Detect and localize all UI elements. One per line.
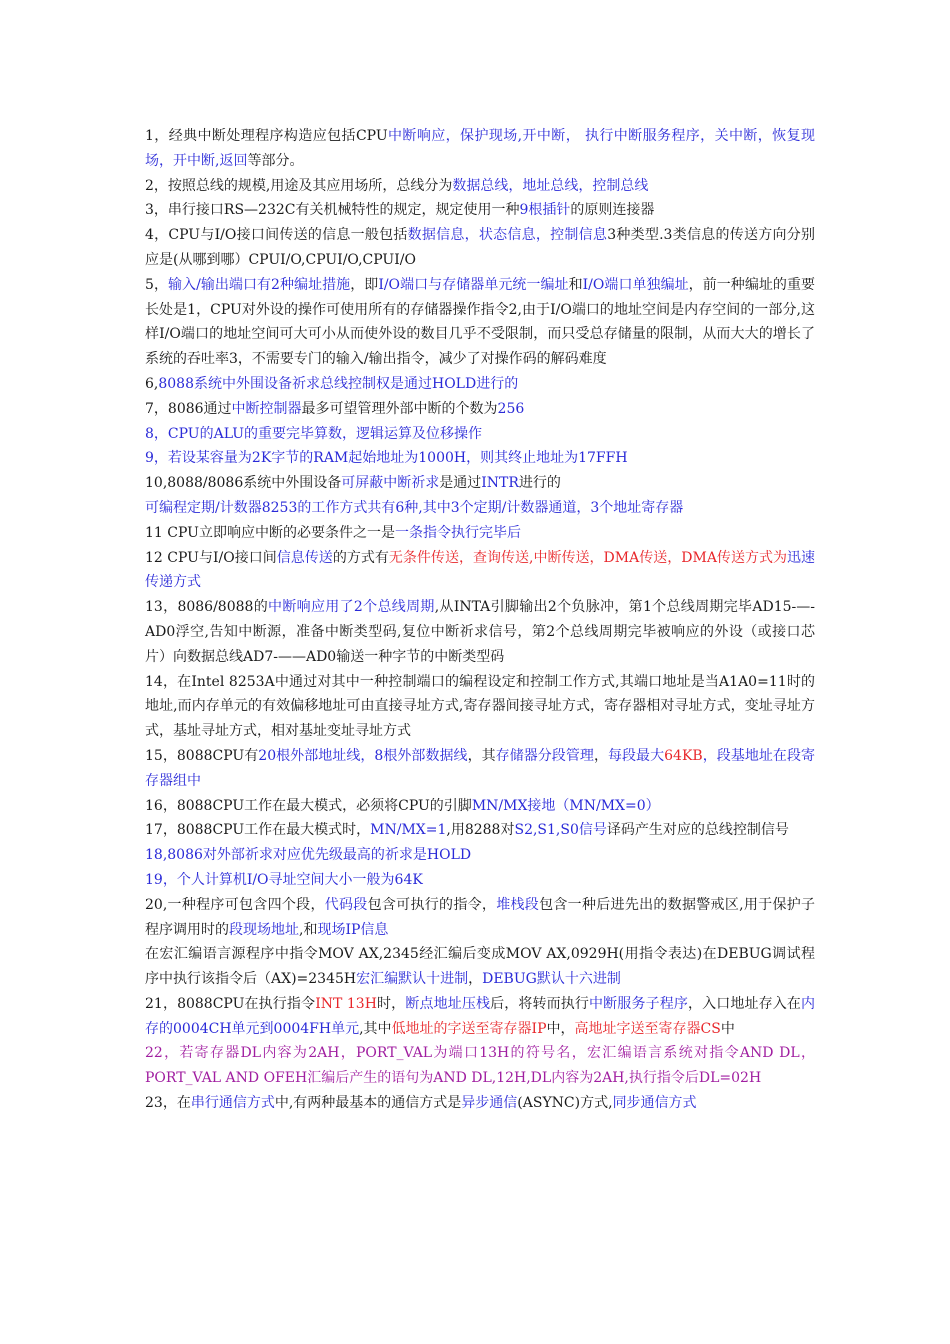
text-run: 2，按照总线的规模,用途及其应用场所，总线分为 — [145, 177, 453, 194]
text-run: 包含可执行的指令， — [367, 896, 497, 913]
text-run: 包含一种后进先出的数据警戒区,用于保护子程序调用时的 — [145, 896, 816, 938]
text-run: 内存的0004CH单元到0004FH单元 — [145, 995, 816, 1037]
text-run: 19，个人计算机I/O寻址空间大小一般为64K — [145, 871, 423, 888]
text-run: INTR — [481, 475, 519, 492]
text-run: 9根插针 — [519, 202, 571, 219]
text-run: ，入口地址存入在 — [687, 995, 802, 1012]
text-run: 10,8088/8086系统中外围设备 — [145, 475, 342, 492]
paragraph — [145, 174, 815, 199]
paragraph — [145, 794, 815, 819]
text-run: 可屏蔽中断祈求 — [341, 475, 440, 492]
text-run: 等部分。 — [247, 152, 304, 169]
text-run: 数据信息，状态信息，控制信息 — [407, 227, 608, 244]
text-run: 存储器分段管理 — [495, 747, 594, 764]
paragraph — [145, 1091, 815, 1116]
text-run: 串行通信方式 — [190, 1095, 275, 1112]
text-run: 中断响应用了2个总线周期 — [268, 599, 435, 616]
text-run: 可编程定期/计数器8253的工作方式共有6种,其中3个定期/计数器通道，3个地址寄存器 — [145, 499, 684, 516]
text-run: 迅速传递方式 — [145, 549, 816, 591]
text-run: ，段基地址在段寄存器组中 — [145, 747, 816, 789]
text-run: 14，在Intel 8253A中通过对其中一种控制端口的编程设定和控制工作方式,其端口地址是当A1A0=11时的地址,而内存单元的有效偏移地址可由直接寻址方式,寄存器间接寻址方式，寄存器相对寻址方式，变址寻址方式，基址寻址方式，相对基址变址寻址方式 — [145, 673, 815, 740]
text-run: 8088系统中外围设备祈求总线控制权是通过HOLD进行的 — [158, 375, 519, 392]
text-run: 代码段 — [324, 896, 368, 913]
text-run: ，前一种编址的重要长处是1，CPU对外设的操作可使用所有的存储器操作指令2,由于I/O端口的地址空间是内存空间的一部分,这样I/O端口的地址空间可大可小从而使外设的数目几乎不受限制，而只受总存储量的限制，从而大大的增长了系统的吞吐率3，不需要专门的输入/输出指令，减少了对操作码的解码难度 — [145, 276, 816, 368]
text-run: MN/MX接地（MN/MX=0） — [471, 797, 660, 814]
paragraph — [145, 992, 815, 1042]
paragraph — [145, 422, 815, 447]
text-run: 中断服务子程序 — [589, 995, 688, 1012]
text-run: INT 13H — [315, 995, 377, 1012]
text-run: DEBUG默认十六进制 — [482, 971, 621, 988]
text-run: 无条件传送，查询传送,中断传送，DMA传送，DMA传送方式为 — [388, 549, 787, 566]
text-run: 是通过 — [439, 475, 482, 492]
text-run: ,从INTA引脚输出2个负脉冲，第1个总线周期完毕AD15-—-AD0浮空,告知中断源，准备中断类型码,复位中断祈求信号，第2个总线周期完毕被响应的外设（或接口芯片）向数据总线AD7-——AD0输送一种字节的中断类型码 — [145, 599, 815, 665]
text-run: 和 — [568, 276, 583, 293]
text-run: 1，经典中断处理程序构造应包括CPU — [145, 128, 388, 144]
paragraph — [145, 223, 815, 273]
text-run: ， — [593, 747, 608, 764]
paragraph — [145, 1041, 815, 1091]
text-run: 3，串行接口RS—232C有关机械特性的规定，规定使用一种 — [145, 202, 520, 219]
text-run: 12 CPU与I/O接口间 — [145, 549, 277, 566]
paragraph — [145, 546, 815, 596]
text-run: 13，8086/8088的 — [145, 599, 269, 616]
text-run: 7，8086通过 — [145, 400, 232, 417]
text-run: 中,有两种最基本的通信方式是 — [274, 1095, 462, 1112]
text-run: 后，将转而执行 — [490, 995, 590, 1012]
text-run: 中断响应，保护现场,开中断， 执行中断服务程序，关中断，恢复现场，开中断,返回 — [145, 128, 815, 169]
paragraph — [145, 471, 815, 496]
paragraph — [145, 942, 815, 992]
text-run: 信息传送 — [276, 549, 333, 566]
text-run: 在宏汇编语言源程序中指令MOV AX,2345经汇编后变成MOV AX,0929H(用指令表达)在DEBUG调试程序中执行该指令后（AX)=2345H — [145, 946, 815, 988]
paragraph — [145, 397, 815, 422]
text-run: 16，8088CPU工作在最大模式，必须将CPU的引脚 — [145, 797, 472, 814]
text-run: ，即 — [350, 276, 379, 293]
text-run: 最多可望管理外部中断的个数为 — [301, 400, 498, 417]
text-run: 18,8086对外部祈求对应优先级最高的祈求是HOLD — [145, 847, 472, 864]
text-run: 21，8088CPU在执行指令 — [145, 995, 316, 1012]
text-run: 现场IP信息 — [317, 921, 389, 938]
text-run: 高地址字送至寄存器CS — [574, 1020, 721, 1037]
text-run: 译码产生对应的总线控制信号 — [606, 822, 789, 839]
text-run: 断点地址压栈 — [405, 995, 491, 1012]
text-run: 时， — [376, 995, 406, 1012]
text-run: 11 CPU立即响应中断的必要条件之一是 — [145, 524, 395, 541]
text-run: 中 — [720, 1020, 735, 1037]
text-run: ，其 — [467, 747, 496, 764]
text-run: 64KB — [664, 747, 703, 764]
paragraph — [145, 595, 815, 669]
paragraph — [145, 818, 815, 843]
text-run: 15，8088CPU有 — [145, 747, 259, 764]
text-run: 中断控制器 — [231, 400, 302, 417]
text-run: 8，CPU的ALU的重要完毕算数，逻辑运算及位移操作 — [145, 425, 483, 442]
text-run: 数据总线，地址总线，控制总线 — [452, 177, 649, 194]
paragraph — [145, 521, 815, 546]
text-run: ,用8288对 — [446, 822, 515, 839]
text-run: 256 — [497, 400, 525, 417]
text-run: 22，若寄存器DL内容为2AH，PORT_VAL为端口13H的符号名，宏汇编语言系统对指令AND DL，PORT_VAL AND OFEH汇编后产生的语句为AND DL,12H,DL内容为2AH,执行指令后DL=02H — [145, 1045, 815, 1087]
text-run: 9，若设某容量为2K字节的RAM起始地址为1000H，则其终止地址为17FFH — [145, 450, 628, 467]
text-run: 宏汇编默认十进制 — [356, 971, 469, 988]
text-run: (ASYNC)方式, — [517, 1095, 613, 1112]
text-run: 低地址的字送至寄存器IP — [391, 1020, 547, 1037]
text-run: 3种类型.3类信息的传送方向分别应是(从哪到哪）CPUI/O,CPUI/O,CPUI/O — [145, 227, 816, 268]
text-run: 5， — [145, 276, 168, 293]
paragraph — [145, 124, 815, 174]
text-run: 一条指令执行完毕后 — [394, 524, 521, 541]
text-run: I/O端口与存储器单元统一编址 — [378, 276, 569, 293]
text-run: S2,S1,S0信号 — [514, 822, 607, 839]
document-body — [145, 124, 815, 1116]
paragraph — [145, 744, 815, 794]
paragraph — [145, 670, 815, 744]
text-run: 23，在 — [145, 1095, 191, 1112]
text-run: 每段最大 — [607, 747, 665, 764]
text-run: MN/MX=1 — [370, 822, 447, 839]
text-run: 堆栈段 — [496, 896, 540, 913]
text-run: ,和 — [299, 921, 318, 938]
paragraph — [145, 496, 815, 521]
text-run: 同步通信方式 — [612, 1095, 697, 1112]
text-run: 输入/输出端口有2种编址措施 — [168, 276, 351, 293]
paragraph — [145, 893, 815, 943]
paragraph — [145, 372, 815, 397]
text-run: 20根外部地址线，8根外部数据线 — [258, 747, 468, 764]
paragraph — [145, 868, 815, 893]
text-run: 20,一种程序可包含四个段， — [145, 896, 325, 913]
paragraph — [145, 446, 815, 471]
text-run: I/O端口单独编址 — [582, 276, 689, 293]
text-run: 中， — [546, 1020, 575, 1037]
text-run: 的原则连接器 — [570, 202, 655, 219]
paragraph — [145, 843, 815, 868]
text-run: ， — [468, 971, 483, 988]
text-run: 6, — [145, 375, 159, 392]
text-run: 异步通信 — [461, 1095, 518, 1112]
text-run: 段现场地址 — [229, 921, 299, 938]
paragraph — [145, 273, 815, 372]
text-run: 17，8088CPU工作在最大模式时， — [145, 822, 371, 839]
paragraph — [145, 198, 815, 223]
text-run: 的方式有 — [332, 549, 389, 566]
text-run: 4，CPU与I/O接口间传送的信息一般包括 — [145, 227, 408, 244]
text-run: 进行的 — [518, 475, 561, 492]
text-run: ,其中 — [359, 1020, 392, 1037]
